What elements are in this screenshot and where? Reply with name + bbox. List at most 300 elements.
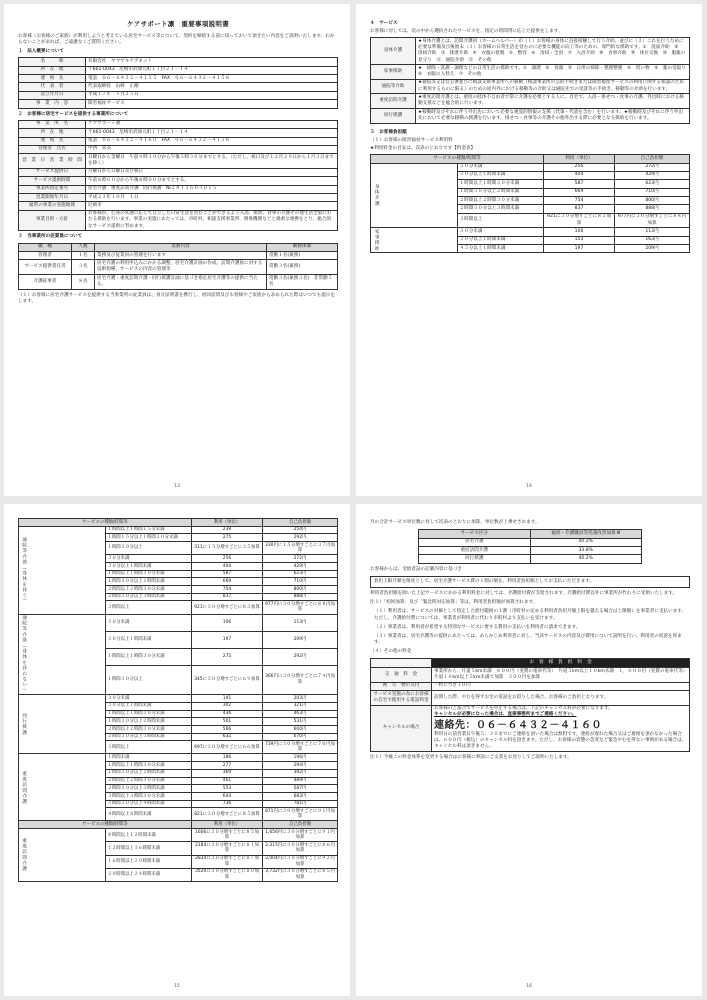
table-row: [371, 65, 690, 80]
table-row: [19, 154, 338, 169]
table-row: [371, 94, 690, 109]
unit-value: 837: [192, 593, 263, 601]
table-row: [19, 91, 338, 99]
service-category: 居宅介護: [419, 538, 531, 546]
unit-value: 197: [544, 245, 615, 253]
group-label: [19, 829, 106, 882]
group-label: [19, 695, 106, 754]
column-header: 福祉・介護職員等処遇改善加算 Ⅲ: [530, 530, 642, 538]
table-row: [19, 137, 338, 145]
addition-rate: 33.8%: [530, 546, 642, 554]
column-header: 自己負担額: [263, 821, 338, 829]
table-header: お 客 様 負 担 料 金: [432, 658, 690, 667]
table-header-row: [371, 155, 690, 163]
column-header: 利用（単位）: [192, 821, 263, 829]
section-heading: １ 法人概要について: [18, 49, 64, 55]
unit-value: 2184に３０分増すごとに８１加算: [192, 842, 263, 855]
service-name: 同行援護: [371, 109, 416, 124]
unit-value: 553: [192, 785, 263, 793]
unit-value: 587: [544, 180, 615, 188]
time-range: ４時間以上８時間未満: [105, 808, 192, 821]
note-text: （１）お客様に居宅介護サービスを提供する当事業所の従業員は、身分証明書を携行し、初回訪問及びお客様やご家族から求められた際はいつでも提示をします。: [18, 292, 335, 304]
time-range: １２時間以上１６時間未満: [105, 842, 192, 855]
table-row: [19, 66, 338, 74]
column-header: サービスの種類/時間等: [19, 821, 192, 829]
unit-value: 2834に３０分増すごとに８７加算: [192, 855, 263, 868]
table-row: [19, 193, 338, 201]
unit-value: 501: [192, 718, 263, 726]
group-label-text: 通院等介助（身体を伴わない）: [21, 615, 27, 694]
table-header-row: [419, 530, 642, 538]
time-range: ８時間以上１２時間未満: [105, 829, 192, 842]
row-value: 〒661-0043 尼崎市武庫元町１丁目２１－１４: [86, 129, 338, 137]
unit-value: 311に１５分増すごとに３５加算: [192, 542, 263, 555]
table-row: [419, 546, 642, 554]
self-pay-amount: 670円: [263, 733, 338, 741]
addition-rate: 40.2%: [530, 538, 642, 546]
unit-value: 404: [192, 562, 263, 570]
self-pay-amount: 683円: [263, 792, 338, 800]
section-heading: ４ サービス: [370, 21, 398, 26]
table-row: [371, 109, 690, 124]
unit-value: 669: [192, 578, 263, 586]
table-cell: １名: [72, 252, 95, 260]
unit-value: 277: [192, 762, 263, 770]
time-range: １時間以上１時間３０分未満: [457, 180, 544, 188]
time-range: ３０分以上１時間未満: [105, 562, 192, 570]
group-label: [19, 754, 106, 821]
self-pay-amount: 739円に３０分増すごとに７０円加算: [263, 741, 338, 754]
group-label: [371, 228, 458, 253]
row-label: サービス提供時間: [19, 177, 86, 185]
time-range: ２０時間以上２４時間未満: [105, 868, 192, 881]
table-row: [371, 228, 690, 236]
time-range: １時間未満: [105, 754, 192, 762]
group-label-text: 重度訪問介護: [21, 838, 27, 872]
self-pay-amount: 600円: [263, 725, 338, 733]
time-range: ２時間以上２時間３０分未満: [105, 725, 192, 733]
self-pay-amount: 463円: [263, 710, 338, 718]
row-label: 連 絡 先: [19, 137, 86, 145]
table-row: [419, 555, 642, 563]
unit-value: 239: [192, 526, 263, 534]
table-row: [419, 538, 642, 546]
column-header: 自己負担額: [263, 519, 338, 527]
table-cell: 常勤１名(兼務): [267, 252, 338, 260]
other-fees-table: [370, 658, 690, 753]
fee-table: [18, 518, 338, 882]
row-label: 営 業 日 営 業 時 間: [19, 154, 86, 169]
unit-value: 302: [192, 702, 263, 710]
service-description: ★身体介護とは、訪問介護員（ホームヘルパー）が（１）お客様の身体に直接接触して行う介助、並びに（２）これを行うために必要な準備及び後始末（３）お客様の日常生活を営むのに必要な機能の向上等のための、専門的な援助です。① 洗面介助 ② 清拭介助 ③ 排泄介助 ④ 衣服の着脱 ⑤ 整容 ⑥ 清拭・全浴 ⑦ 入浴介助 ⑧ 食事介助 ⑨ 体位交換 ⑩ 服薬の見守り ⑪ 通院介助 ⑫ その他: [416, 38, 690, 65]
unit-value: 461: [192, 777, 263, 785]
table-row: [19, 614, 338, 631]
unit-value: 191: [192, 695, 263, 703]
table-cell: 常勤３名(兼務３名) 非常勤５名: [267, 274, 338, 289]
table-row: [19, 185, 338, 193]
service-name: 家事援助: [371, 65, 416, 80]
row-value: 代表取締役 山崎 正剛: [86, 83, 338, 91]
row-label: 所 在 地: [19, 66, 86, 74]
row-label: キャンセルの場合: [371, 705, 432, 752]
table-row: [19, 260, 338, 275]
cancel-policy: [432, 705, 690, 752]
self-pay-amount: 531円: [263, 718, 338, 726]
self-pay-amount: 3,004円に３０分増すごとに９２円加算: [263, 855, 338, 868]
unit-value: 697に３０分増すごとに６６加算: [192, 741, 263, 754]
table-cell: サービス提供責任者: [19, 260, 72, 275]
row-label: 複 写 物の交付: [371, 682, 432, 690]
row-label: 代 表 者: [19, 83, 86, 91]
column-header: 勤務体制: [267, 243, 338, 251]
table-cell: ３名: [72, 260, 95, 275]
staff-table: [18, 243, 338, 290]
self-pay-amount: 888円: [263, 593, 338, 601]
row-value: 電話 ０６－６４３２－４１６０ FAX ０６－６４３２－４１５８: [86, 137, 338, 145]
self-pay-amount: 330円に１５分増すごとに３７円加算: [263, 542, 338, 555]
self-pay-amount: 292円: [263, 648, 338, 665]
self-pay-amount: 977円に３０分増すごとに８８円加算: [263, 601, 338, 614]
time-range: ３０分未満: [457, 163, 544, 171]
time-range: １時間３０分以上２時間未満: [105, 578, 192, 586]
time-range: ３時間以上: [105, 741, 192, 754]
row-value: 障害福祉サービス: [86, 100, 338, 108]
time-range: ３０分以上１時間未満: [105, 631, 192, 648]
table-row: [371, 163, 690, 171]
page-number: 16: [526, 983, 532, 989]
time-range: ３０分未満: [105, 695, 192, 703]
unit-value: 644: [192, 792, 263, 800]
column-header: サービスの種類/時間等: [19, 519, 192, 527]
self-pay-amount: 113円: [615, 228, 690, 236]
time-range: ３０分以上１時間未満: [457, 171, 544, 179]
row-label: 連 絡 先: [19, 75, 86, 83]
row-value: 訪問した際、やむを得ずお宅の電話をお借りした場合、お客様のご負担となります。: [432, 690, 690, 705]
unit-value: 436: [192, 710, 263, 718]
page-number: 13: [174, 483, 180, 489]
row-value: 有限会社 ヤマサキケアネット: [86, 58, 338, 66]
row-label: 事業目的・方針: [19, 210, 86, 231]
service-description: ★通院等又は官公署並びに相談支援事業所への移動（相談事業所の公的手続きまたは障害福祉サービスの利用に関する相談のために利用するものに限る）のための屋内外における移動等の介助又は通院先での受診等の手続き、移動等の介助を行います。: [416, 79, 690, 94]
table-row: [19, 100, 338, 108]
note-text: お客様からは、受給者証の記載内容に基づき: [370, 566, 462, 572]
cancel-contact-note: キャンセルが必要になった場合は、直接事務所までご連絡ください。: [434, 712, 577, 718]
page-14: [356, 4, 702, 496]
time-range: １時間以上１時間３０分未満: [105, 648, 192, 665]
terms-list: [370, 609, 690, 646]
section-heading: ５ お客様負担額: [370, 129, 407, 135]
column-header: 人数: [72, 243, 95, 251]
row-value: 中西 栄美: [86, 145, 338, 153]
self-pay-amount: 623円: [615, 180, 690, 188]
table-row: [19, 210, 338, 231]
row-label: 事 業 所 名: [19, 120, 86, 128]
table-cell: 居宅介護の利用申込みにかかる調整、居宅介護計画の作成、訪問介護員に対する技術指導、サービスの内容の管理等: [95, 260, 267, 275]
unit-value: 736: [192, 800, 263, 808]
row-label: 事業所指定番号: [19, 185, 86, 193]
unit-value: 837: [544, 205, 615, 213]
column-header: 利用（単位）: [544, 155, 615, 163]
row-label: 管理者 氏名: [19, 145, 86, 153]
row-value: 月曜日から日曜日及び祝日: [86, 168, 338, 176]
time-range: ３０分以上１時間未満: [457, 236, 544, 244]
highlight-box: 負担上限月額を限度として、居宅介護サービス費の１割の額を、利用者負担額としてお支払いただきます。: [370, 576, 690, 588]
table-header-row: [19, 243, 338, 251]
table-row: [19, 120, 338, 128]
self-pay-amount: 3,732円に３０分増すごとに８５円加算: [263, 868, 338, 881]
time-range: ２時間以上２時間３０分未満: [457, 197, 544, 205]
unit-value: 566: [192, 725, 263, 733]
section-heading: ２ お客様に居宅サービスを提供する事業所について: [18, 111, 129, 117]
self-pay-amount: 587円: [263, 785, 338, 793]
row-value: 一枚につき１０円: [432, 682, 690, 690]
table-row: [19, 58, 338, 66]
unit-value: 1606に３０分増すごとに８５加算: [192, 829, 263, 842]
table-header-row: [19, 519, 338, 527]
table-row: [19, 754, 338, 762]
footnote: 注１）今後この料金体系を変更する場合はお客様に事前にご文書をお送りしてご説明いたします。: [370, 755, 572, 761]
unit-value: 921に３０分増すごとに８３加算: [544, 213, 615, 228]
self-pay-amount: 871円に３０分増すごとに９１円加算: [263, 808, 338, 821]
row-value: 日曜日から金曜日 午前９時３０分から午後５時３０分までとする。（ただし、祝日及び１２月２９日から１月３日までを除く）: [86, 154, 338, 169]
time-range: １時間以上１時間３０分未満: [105, 570, 192, 578]
sub-heading: ★利用料金の目安は、次表のとおりです【料金表】: [370, 145, 476, 151]
self-pay-amount: 254円: [263, 526, 338, 534]
cancel-phone: 連絡先：０６－６４３２－４１６０: [434, 719, 602, 731]
column-header: 利用（単位）: [192, 519, 263, 527]
row-label: 通常の事業の実施地域: [19, 202, 86, 210]
group-label: [371, 163, 458, 228]
row-label: 事 業 内 容: [19, 100, 86, 108]
row-label: サービス実施の為にお客様の自宅で使用する電話料金: [371, 690, 432, 705]
unit-value: 754: [544, 197, 615, 205]
self-pay-amount: 2,315円に３０分増すごとに８６円加算: [263, 842, 338, 855]
time-range: １時間３０分以上: [105, 542, 192, 555]
self-pay-amount: 1,656円に３０分増すごとに９１円加算: [263, 829, 338, 842]
table-cell: ８名: [72, 274, 95, 289]
page-number: 15: [174, 984, 180, 990]
self-pay-amount: 209円: [263, 631, 338, 648]
unit-value: 3520に３０分増すごとに８０加算: [192, 868, 263, 881]
time-range: １時間３０分以上２時間未満: [105, 769, 192, 777]
page-15: [4, 504, 350, 996]
self-pay-amount: 272円: [615, 163, 690, 171]
time-range: ２時間以上２時間３０分未満: [105, 777, 192, 785]
unit-value: 754: [192, 586, 263, 594]
time-range: １時間以上１時間３０分未満: [105, 762, 192, 770]
table-row: [19, 75, 338, 83]
column-header: 職 種: [19, 243, 72, 251]
self-pay-amount: 294円: [263, 762, 338, 770]
intro-text: お客様（お客様のご家族）が利用しようと考えている居宅サービス等について、契約を締結する前に知っておいて頂きたい内容をご説明いたします。わからないことがあれば、ご遠慮なくご質問ください。: [18, 33, 335, 45]
note-text: 注１）「初回加算」及び「緊急時対応加算」等は、利用者負担額が加算されます。: [370, 600, 538, 606]
table-row: [19, 695, 338, 703]
page-16: [356, 504, 702, 996]
unit-value: 186: [192, 754, 263, 762]
self-pay-amount: 429円: [615, 171, 690, 179]
unit-value: 345に３０分増すごとに６９加算: [192, 665, 263, 694]
time-range: ３時間以上: [457, 213, 544, 228]
self-pay-amount: 113円: [263, 614, 338, 631]
group-label-text: 重度訪問介護: [21, 770, 27, 805]
group-label-text: 家事援助: [374, 229, 380, 252]
row-value: 電話 ０６－６４３２－４１５５ FAX ０６－６４３２－４１５８: [86, 75, 338, 83]
table-row: [19, 252, 338, 260]
table-row: [19, 202, 338, 210]
unit-value: 106: [192, 614, 263, 631]
time-range: ３時間３０分以上４時間未満: [105, 800, 192, 808]
row-value: お客様が、心身の状態に応じて自立した日常生活を営むことができるよう入浴、排泄、食事の介護その他生活全般にわたる援助を行います。事業の実施にあたっては、市町村、相談支援事業所、関係機関などと綿密な連携をとり、総合的なサービス提供に努めます。: [86, 210, 338, 231]
table-row: [19, 145, 338, 153]
document-title: ケアサポート凛 重要事項説明書: [127, 20, 229, 28]
unit-value: 275: [192, 648, 263, 665]
table-cell: 業務及び従業員の管理を行います: [95, 252, 267, 260]
self-pay-amount: 163円: [615, 236, 690, 244]
table-row: [371, 38, 690, 65]
self-pay-amount: 366円に３０分増すごとに７４円加算: [263, 665, 338, 694]
time-range: ２時間３０分以上３時間未満: [457, 205, 544, 213]
self-pay-amount: 888円: [615, 205, 690, 213]
self-pay-amount: 321円: [263, 702, 338, 710]
self-pay-amount: 800円: [615, 197, 690, 205]
self-pay-amount: 196円: [263, 754, 338, 762]
page-13: [4, 4, 350, 496]
cancel-text: お客様のご都合でサービスを中止する場合は、下記のキャンセル料が必要になります。: [434, 706, 613, 712]
unit-value: 153: [544, 236, 615, 244]
time-range: １時間３０分以上２時間未満: [105, 718, 192, 726]
time-range: ３０分未満: [457, 228, 544, 236]
time-range: ３０分未満: [105, 555, 192, 563]
row-label: 営業開始年月日: [19, 193, 86, 201]
self-pay-amount: 272円: [263, 555, 338, 563]
row-value: 尼崎市: [86, 202, 338, 210]
time-range: ２時間３０分以上３時間未満: [105, 733, 192, 741]
service-name: 身体介護: [371, 38, 416, 65]
self-pay-amount: 429円: [263, 562, 338, 570]
group-label-text: 同行援護: [21, 713, 27, 736]
service-category: 重度訪問介護: [419, 546, 531, 554]
row-label: 設立年月日: [19, 91, 86, 99]
unit-value: 632: [192, 733, 263, 741]
section-description: お客様に対しては、次の中から選択されたサービスを、指定の時間帯に応じた提供をします。: [370, 29, 563, 35]
row-value: 平成１７年 １月２５日: [86, 91, 338, 99]
table-row: [19, 526, 338, 534]
table-cell: 介護従事者: [19, 274, 72, 289]
self-pay-amount: 977円に３０分増すごとに８８円加算: [615, 213, 690, 228]
table-row: [371, 79, 690, 94]
table-cell: 管理者: [19, 252, 72, 260]
self-pay-amount: 710円: [263, 578, 338, 586]
unit-value: 404: [544, 171, 615, 179]
column-header: サービスの種類/時間等: [371, 155, 544, 163]
time-range: １時間以上１時間１５分未満: [105, 526, 192, 534]
time-range: ３時間以上３時間３０分未満: [105, 792, 192, 800]
paragraph: 利用者負担額を除いた上記サービスにかかる利用料金に対しては、介護給付費が支給されます。介護給付費以外に事業所が代わりに受領いたします。: [370, 591, 678, 597]
row-value: 事業所から 片道５km未満 ８００円（実費の電車代等） 片道５km以上１０km未満 １，０００円（実費の電車代等） 片道１０km以上５km未満で加算 ３００円を加算: [432, 668, 690, 683]
time-range: ２時間３０分以上３時間未満: [105, 593, 192, 601]
service-name: 重度訪問介護: [371, 94, 416, 109]
row-label: 所 在 地: [19, 129, 86, 137]
office-table: [18, 120, 338, 232]
self-pay-amount: 800円: [263, 586, 338, 594]
time-range: ３０分以上１時間未満: [105, 702, 192, 710]
table-row: [19, 168, 338, 176]
service-description: ★重度訪問介護とは、重度の肢体不自由者で常に介護を必要とする人に、自宅で、入浴・排せつ・食事の介護、外出時における移動支援などを総合的に行います。: [416, 94, 690, 109]
addition-rate: 40.2%: [530, 555, 642, 563]
time-range: １６時間以上２０時間未満: [105, 855, 192, 868]
self-pay-amount: 489円: [263, 777, 338, 785]
column-header: サービス区分: [419, 530, 531, 538]
table-header-row: [19, 821, 338, 829]
self-pay-amount: 781円: [263, 800, 338, 808]
sub-heading: （４）その他の料金: [370, 649, 412, 655]
row-value: 居宅介護 重度訪問介護 同行援護 №２８１３６０３０１５: [86, 185, 338, 193]
unit-value: 197: [192, 631, 263, 648]
self-pay-amount: 209円: [615, 245, 690, 253]
unit-value: 106: [544, 228, 615, 236]
page-number: 14: [526, 483, 532, 489]
self-pay-amount: 203円: [263, 695, 338, 703]
fee-table: [370, 154, 690, 253]
time-range: １時間３０分以上２時間未満: [457, 188, 544, 196]
sub-heading: （１）お客様の障害福祉サービス利用料: [370, 137, 453, 143]
list-item: （３）事業者は、居宅介護等の提供にあたっては、あらかじめ利用者に対し、当該サービスの内容及び費用について説明を行い、利用者の同意を得ます。: [374, 634, 682, 646]
self-pay-amount: 392円: [263, 769, 338, 777]
unit-value: 256: [192, 555, 263, 563]
unit-value: 669: [544, 188, 615, 196]
intro-text: 月の合計サービス単位数に対して次表のとおりに加算、単位数が上乗せされます。: [370, 520, 540, 525]
time-range: １時間３０分以上: [105, 665, 192, 694]
service-name: 通院等介助: [371, 79, 416, 94]
table-cell: 居宅介護・重度訪問介護・同行援護計画に基づき指定居宅介護等の提供に当たる。: [95, 274, 267, 289]
table-cell: 常勤３名(兼務): [267, 260, 338, 275]
blank-cell: [371, 658, 432, 667]
list-item: （２）事業者は、利用者が希望する特別なサービスに要する費用の支払いを利用者に請求できます。: [374, 624, 581, 630]
time-range: ２時間以上２時間３０分未満: [105, 586, 192, 594]
table-row: [19, 177, 338, 185]
time-range: １時間以上１時間３０分未満: [105, 710, 192, 718]
cancel-text: 利用日の前営業日午後５：３０までにご連絡を頂いた場合は無料です。連絡が遅れた場合又はご連絡を頂かなかった場合は、６００円（税込）のキャンセル料を頂きます。ただし、お客様の容態の急変など緊急やむを得ない事情がある場合は、キャンセル料は頂きません。: [434, 732, 687, 750]
self-pay-amount: 710円: [615, 188, 690, 196]
row-label: サービス提供日: [19, 168, 86, 176]
section-heading: ３ 当事業所の従業員について: [18, 234, 83, 240]
unit-value: 275: [192, 534, 263, 542]
table-row: [19, 274, 338, 289]
unit-value: 587: [192, 570, 263, 578]
group-label-text: 身体介護: [374, 184, 380, 207]
unit-value: 369: [192, 769, 263, 777]
self-pay-amount: 292円: [263, 534, 338, 542]
self-pay-amount: 623円: [263, 570, 338, 578]
time-range: ２時間３０分以上３時間未満: [105, 785, 192, 793]
row-label: 名 称: [19, 58, 86, 66]
table-row: [19, 83, 338, 91]
services-table: [370, 37, 690, 123]
column-header: 業務内容: [95, 243, 267, 251]
row-value: ケアサポート凛: [86, 120, 338, 128]
group-label: [19, 614, 106, 695]
addition-table: [418, 529, 642, 564]
service-category: 同行援護: [419, 555, 531, 563]
list-item: （１）利用者は、サービスの対価として指定した給付範囲の１割（市町村の定める利用者負担月額上限を越える場合は上限額）を事業者に支払います。ただし、介護給付費については、事業者が利用者に代わり市町村より支払いを受けます。: [374, 609, 687, 621]
time-range: １時間１５分以上１時間３０分未満: [105, 534, 192, 542]
row-value: 〒661-0043 尼崎市武庫元町１丁目２１－１４: [86, 66, 338, 74]
column-header: 自己負担額: [615, 155, 690, 163]
row-label: 交 通 料 金: [371, 668, 432, 683]
row-value: 午前８時００分から午後８時００分までとする。: [86, 177, 338, 185]
table-row: [19, 129, 338, 137]
group-label-text: 通院等介助（身体を伴う）: [21, 536, 27, 604]
